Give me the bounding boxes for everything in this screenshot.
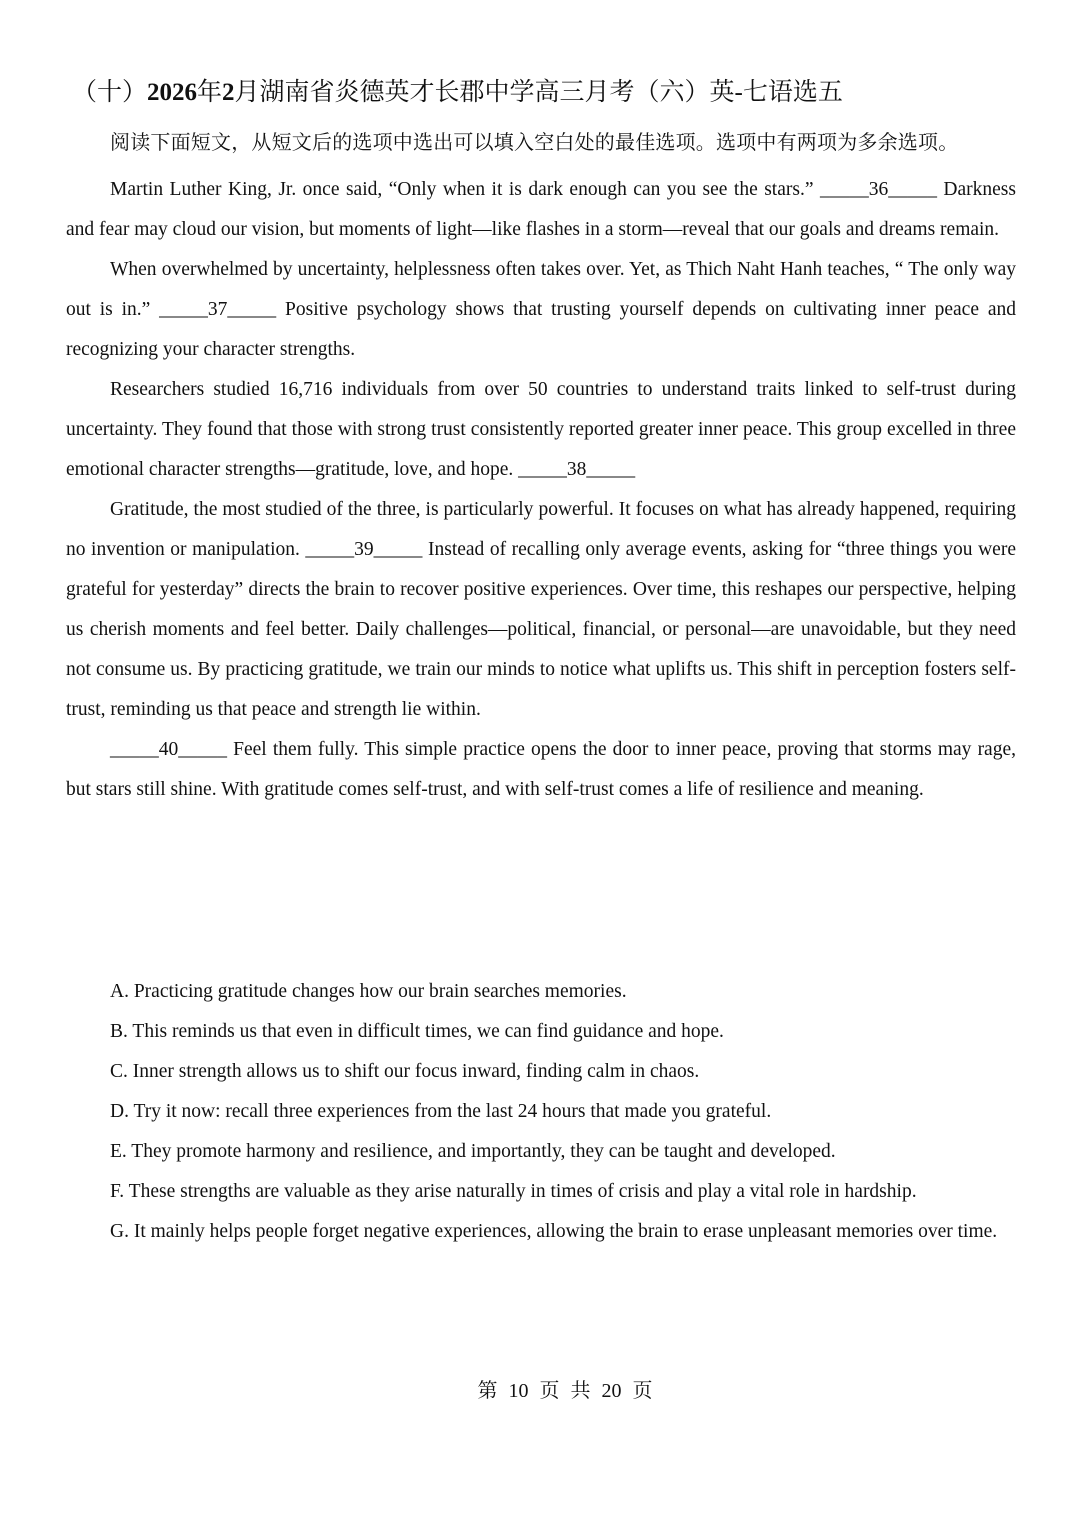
footer-label-1: 第: [477, 1380, 498, 1402]
blank-36: _____36_____: [819, 179, 937, 200]
page-title: [72, 76, 843, 110]
passage-text: Gratitude, the most studied of the three, is particularly powerful. It focuses on what has already happened, requiring no invention or manipulation.: [66, 499, 1016, 560]
passage-paragraph-3: [66, 370, 1016, 490]
passage-text: When overwhelmed by uncertainty, helplessness often takes over. Yet, as Thich Naht Hanh teaches, “ The only way out is in.”: [66, 259, 1016, 320]
option-c: C. Inner strength allows us to shift our focus inward, finding calm in chaos.: [110, 1061, 700, 1082]
blank-38: _____38_____: [518, 459, 636, 480]
option-f: F. These strengths are valuable as they arise naturally in times of crisis and play a vital role in hardship.: [110, 1181, 917, 1202]
passage-text: Researchers studied 16,716 individuals from over 50 countries to understand traits linked to self-trust during uncertainty. They found that those with strong trust consistently reported greater inner peace. This group excelled in three emotional character strengths—gratitude, love, and hope.: [66, 379, 1016, 480]
passage-paragraph-4: [66, 490, 1016, 730]
title-rest: 月湖南省炎德英才长郡中学高三月考（六）英-七语选五: [234, 79, 843, 106]
passage-text: Martin Luther King, Jr. once said, “Only when it is dark enough can you see the stars.”: [110, 179, 820, 200]
instructions: 阅读下面短文，从短文后的选项中选出可以填入空白处的最佳选项。选项中有两项为多余选项。: [110, 132, 959, 154]
blank-40: _____40_____: [110, 739, 227, 760]
passage-paragraph-5: [66, 730, 1016, 810]
passage: [66, 170, 1016, 810]
title-month: 2: [222, 79, 235, 106]
footer-label-3: 页: [632, 1380, 653, 1402]
option-e: E. They promote harmony and resilience, and importantly, they can be taught and developed.: [110, 1141, 836, 1162]
passage-text: Darkness and fear may cloud our vision, but moments of light—like flashes in a storm—reveal that our goals and dreams remain.: [66, 179, 1016, 240]
passage-paragraph-2: [66, 250, 1016, 370]
title-year: 2026: [147, 79, 198, 106]
blank-39: _____39_____: [305, 539, 423, 560]
passage-paragraph-1: [66, 170, 1016, 250]
title-prefix: （十）: [72, 79, 148, 106]
option-g: G. It mainly helps people forget negative experiences, allowing the brain to erase unpleasant memories over time.: [110, 1221, 998, 1242]
footer-page-number: 10: [508, 1380, 529, 1402]
option-a: A. Practicing gratitude changes how our brain searches memories.: [110, 981, 627, 1002]
options-list: [66, 972, 1016, 1252]
blank-37: _____37_____: [159, 299, 277, 320]
option-d: D. Try it now: recall three experiences from the last 24 hours that made you grateful.: [110, 1101, 772, 1122]
footer-page-total: 20: [601, 1380, 622, 1402]
passage-text: Instead of recalling only average events, asking for “three things you were grateful for yesterday” directs the brain to recover positive experiences. Over time, this reshapes our perspective, helping us cherish moments and feel better. Daily challenges—political, financial, or personal—are unavoidable, but they need not consume us. By practicing gratitude, we train our minds to notice what uplifts us. This shift in perception fosters self-trust, reminding us that peace and strength lie within.: [66, 539, 1016, 720]
page-footer: [0, 1376, 1080, 1406]
option-b: B. This reminds us that even in difficult times, we can find guidance and hope.: [110, 1021, 724, 1042]
passage-text: Positive psychology shows that trusting yourself depends on cultivating inner peace and recognizing your character strengths.: [66, 299, 1016, 360]
passage-text: Feel them fully. This simple practice opens the door to inner peace, proving that storms may rage, but stars still shine. With gratitude comes self-trust, and with self-trust comes a life of resilience and meaning.: [66, 739, 1016, 800]
title-year-suffix: 年: [197, 79, 223, 106]
footer-label-2: 页 共: [539, 1380, 591, 1402]
